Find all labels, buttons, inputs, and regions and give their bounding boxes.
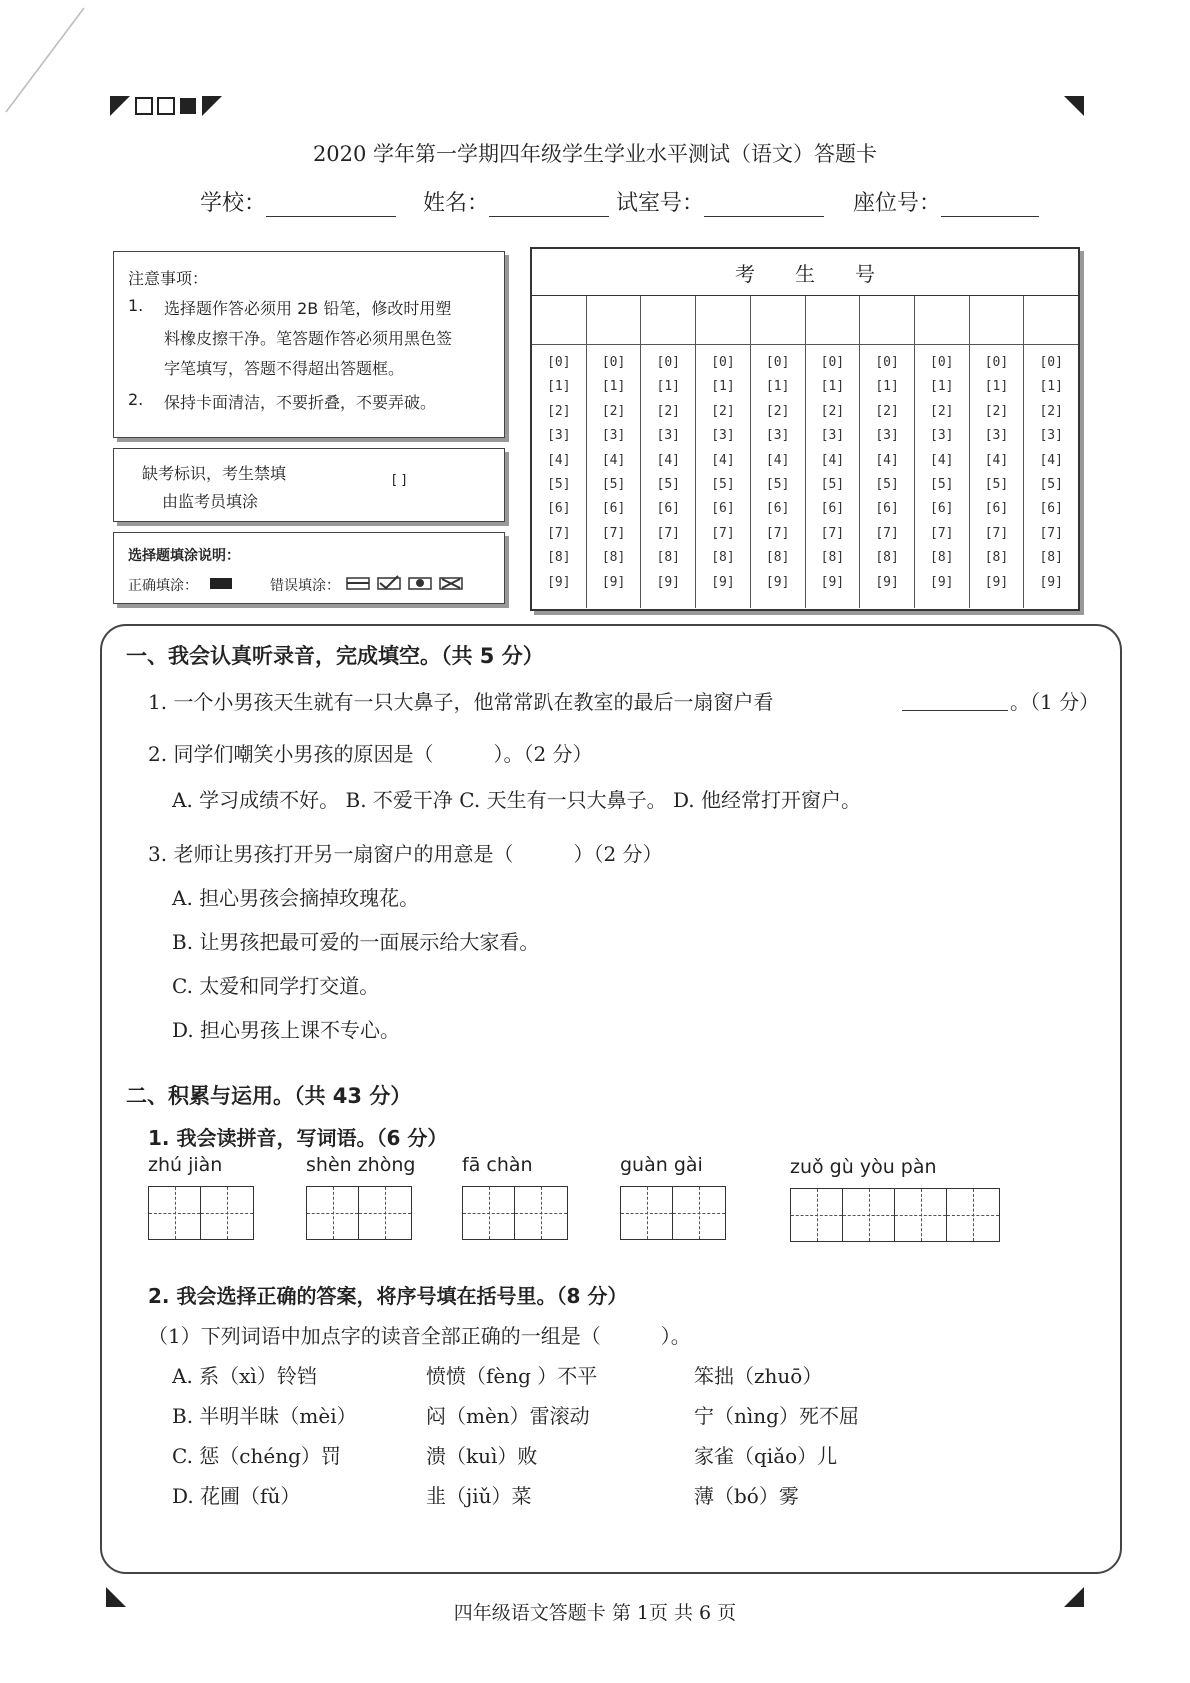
digit-bubble[interactable]: [1] — [711, 379, 735, 395]
exam-number-column — [1024, 296, 1078, 608]
digit-bubble[interactable]: [9] — [711, 574, 735, 590]
exam-number-write-cell[interactable] — [860, 296, 914, 345]
exam-number-header: 考 生 号 — [532, 249, 1078, 296]
digit-bubble[interactable]: [3] — [1039, 428, 1063, 444]
digit-bubble[interactable]: [1] — [875, 379, 899, 395]
exam-number-write-cell[interactable] — [641, 296, 695, 345]
school-field[interactable] — [266, 194, 396, 217]
exam-number-write-cell[interactable] — [970, 296, 1024, 345]
fill-desc-heading: 选择题填涂说明： — [128, 548, 240, 564]
digit-bubble[interactable]: [0] — [875, 355, 899, 370]
choice-b-col2: 闷（mèn）雷滚动 — [426, 1404, 590, 1428]
exam-number-grid — [530, 247, 1080, 611]
digit-bubble[interactable]: [2] — [930, 403, 954, 419]
digit-bubble[interactable]: [8] — [984, 550, 1009, 566]
notice-box — [113, 251, 505, 438]
digit-bubble[interactable]: [7] — [984, 525, 1009, 541]
choice-b-col1: B. 半明半昧（mèi） — [172, 1404, 357, 1428]
digit-bubble[interactable]: [4] — [711, 452, 735, 468]
digit-bubble[interactable]: [6] — [1039, 501, 1063, 517]
digit-bubble[interactable]: [0] — [656, 355, 680, 370]
digit-bubble[interactable]: [3] — [656, 428, 680, 444]
absent-box — [113, 448, 505, 522]
digit-bubble[interactable]: [9] — [1039, 574, 1063, 590]
digit-bubble[interactable]: [4] — [875, 452, 899, 468]
digit-bubble[interactable]: [3] — [930, 428, 954, 444]
absent-line2: 由监考员填涂 — [162, 492, 259, 511]
writing-grid-2[interactable] — [306, 1186, 412, 1240]
section2-heading: 二、积累与运用。（共 43 分） — [126, 1084, 412, 1108]
pinyin-1: zhú jiàn — [148, 1154, 223, 1176]
digit-bubble[interactable]: [3] — [984, 428, 1009, 444]
digit-bubble[interactable]: [6] — [765, 501, 790, 517]
room-field[interactable] — [704, 194, 824, 217]
notice-item2-text: 保持卡面清洁，不要折叠，不要弄破。 — [164, 393, 437, 412]
page-footer: 四年级语文答题卡 第 1页 共 6 页 — [453, 1602, 737, 1624]
digit-bubble[interactable]: [1] — [984, 379, 1009, 395]
digit-bubble[interactable]: [7] — [1039, 525, 1063, 541]
absent-line1: 缺考标识，考生禁填 — [142, 464, 287, 483]
pinyin-4: guàn gài — [620, 1154, 703, 1176]
s1-q3: 3. 老师让男孩打开另一扇窗户的用意是（ ）（2 分） — [148, 842, 663, 866]
page-title: 2020 学年第一学期四年级学生学业水平测试（语文）答题卡 — [312, 142, 878, 166]
choice-c-col3: 家雀（qiǎo）儿 — [694, 1444, 838, 1468]
pinyin-5: zuǒ gù yòu pàn — [790, 1156, 937, 1178]
digit-bubble[interactable]: [7] — [765, 525, 790, 541]
exam-number-columns — [532, 296, 1078, 608]
exam-number-column — [587, 296, 642, 608]
writing-grid-4[interactable] — [620, 1186, 726, 1240]
pinyin-2: shèn zhòng — [306, 1154, 416, 1176]
choice-b-col3: 宁（nìng）死不屈 — [694, 1404, 859, 1428]
digit-bubble[interactable]: [0] — [711, 355, 735, 370]
s1-q1-tail: 。（1 分） — [1010, 690, 1100, 714]
choice-d-col1: D. 花圃（fǔ） — [172, 1484, 301, 1508]
digit-bubble[interactable]: [6] — [656, 501, 680, 517]
exam-number-column — [751, 296, 806, 608]
digit-bubble[interactable]: [2] — [820, 403, 845, 419]
digit-bubble[interactable]: [6] — [984, 501, 1009, 517]
exam-number-column — [860, 296, 915, 608]
choice-a-col2: 愤愤（fèng ）不平 — [426, 1364, 598, 1388]
digit-bubble[interactable]: [2] — [1039, 403, 1063, 419]
absent-bubble[interactable]: [ ] — [392, 473, 407, 488]
digit-bubble[interactable]: [2] — [601, 403, 626, 419]
s1-q3-option-d: D. 担心男孩上课不专心。 — [172, 1018, 401, 1042]
digit-bubble[interactable]: [9] — [820, 574, 845, 590]
digit-bubble[interactable]: [6] — [930, 501, 954, 517]
s2-sub1: 1. 我会读拼音，写词语。（6 分） — [148, 1126, 448, 1150]
notice-item1-num: 1. — [128, 296, 144, 315]
digit-bubble[interactable]: [5] — [875, 476, 899, 492]
scan-crease-line — [0, 0, 90, 120]
digit-bubble[interactable]: [7] — [820, 525, 845, 541]
s1-q3-option-c: C. 太爱和同学打交道。 — [172, 974, 380, 998]
s1-q1-blank[interactable] — [902, 688, 1008, 711]
wrong-fill-label: 错误填涂： — [270, 578, 340, 594]
notice-item1-line1: 选择题作答必须用 2B 铅笔，修改时用塑 — [164, 299, 452, 318]
digit-bubble[interactable]: [8] — [820, 550, 845, 566]
digit-bubble[interactable]: [5] — [711, 476, 735, 492]
exam-number-write-cell[interactable] — [1024, 296, 1078, 345]
exam-number-write-cell[interactable] — [915, 296, 969, 345]
digit-bubble[interactable]: [5] — [765, 476, 790, 492]
digit-bubble[interactable]: [4] — [820, 452, 845, 468]
digit-bubble[interactable]: [6] — [711, 501, 735, 517]
digit-bubble[interactable]: [2] — [711, 403, 735, 419]
digit-bubble[interactable]: [0] — [820, 355, 845, 370]
digit-bubble[interactable]: [0] — [930, 355, 954, 370]
digit-bubble[interactable]: [9] — [601, 574, 626, 590]
digit-bubble[interactable]: [1] — [1039, 379, 1063, 395]
digit-bubble[interactable]: [7] — [875, 525, 899, 541]
s1-q2: 2. 同学们嘲笑小男孩的原因是（ ）。（2 分） — [148, 742, 593, 766]
s2-sub2-q1: （1）下列词语中加点字的读音全部正确的一组是（ ）。 — [148, 1324, 691, 1348]
student-info-row — [200, 186, 1039, 217]
digit-bubble[interactable]: [2] — [875, 403, 899, 419]
digit-bubble[interactable]: [1] — [656, 379, 680, 395]
digit-bubble[interactable]: [4] — [984, 452, 1009, 468]
digit-bubble[interactable]: [8] — [711, 550, 735, 566]
digit-bubble[interactable]: [8] — [601, 550, 626, 566]
exam-number-column — [806, 296, 861, 608]
correct-fill-label: 正确填涂： — [128, 578, 198, 594]
digit-bubble[interactable]: [4] — [601, 452, 626, 468]
digit-bubble[interactable]: [4] — [547, 452, 571, 468]
digit-bubble[interactable]: [6] — [547, 501, 571, 517]
digit-bubble[interactable]: [1] — [820, 379, 845, 395]
choice-a-col3: 笨拙（zhuō） — [694, 1364, 823, 1388]
digit-bubble[interactable]: [8] — [547, 550, 571, 566]
digit-bubble[interactable]: [9] — [765, 574, 790, 590]
digit-bubble[interactable]: [2] — [656, 403, 680, 419]
digit-bubble[interactable]: [4] — [1039, 452, 1063, 468]
digit-bubble[interactable]: [6] — [601, 501, 626, 517]
name-field[interactable] — [489, 194, 609, 217]
exam-number-column — [696, 296, 751, 608]
digit-bubble[interactable]: [8] — [930, 550, 954, 566]
digit-bubble[interactable]: [0] — [547, 355, 571, 370]
digit-bubble[interactable]: [3] — [820, 428, 845, 444]
digit-bubble[interactable]: [4] — [656, 452, 680, 468]
digit-bubble[interactable]: [9] — [984, 574, 1009, 590]
wrong-fill-samples — [346, 575, 476, 593]
digit-bubble[interactable]: [7] — [930, 525, 954, 541]
digit-bubble[interactable]: [6] — [820, 501, 845, 517]
digit-bubble[interactable]: [3] — [875, 428, 899, 444]
name-label: 姓名： — [423, 191, 490, 216]
digit-bubble[interactable]: [3] — [711, 428, 735, 444]
digit-bubble[interactable]: [8] — [1039, 550, 1063, 566]
exam-number-write-cell[interactable] — [696, 296, 750, 345]
digit-bubble[interactable]: [3] — [547, 428, 571, 444]
digit-bubble[interactable]: [4] — [930, 452, 954, 468]
correct-fill-sample — [210, 578, 232, 589]
digit-bubble[interactable]: [2] — [765, 403, 790, 419]
choice-c-col2: 溃（kuì）败 — [426, 1444, 538, 1468]
digit-bubble[interactable]: [5] — [1039, 476, 1063, 492]
writing-grid-3[interactable] — [462, 1186, 568, 1240]
registration-marks-top-left — [110, 92, 230, 120]
registration-mark-top-right — [1060, 92, 1088, 120]
notice-item2-num: 2. — [128, 390, 144, 409]
digit-bubble[interactable]: [8] — [656, 550, 680, 566]
pinyin-3: fā chàn — [462, 1154, 533, 1176]
digit-bubble[interactable]: [0] — [984, 355, 1009, 370]
seat-field[interactable] — [941, 194, 1039, 217]
digit-bubble[interactable]: [7] — [547, 525, 571, 541]
digit-bubble[interactable]: [4] — [765, 452, 790, 468]
writing-grid-5[interactable] — [790, 1188, 1000, 1242]
digit-bubble[interactable]: [0] — [1039, 355, 1063, 370]
choice-d-col2: 韭（jiǔ）菜 — [426, 1484, 532, 1508]
digit-bubble[interactable]: [2] — [984, 403, 1009, 419]
digit-bubble[interactable]: [1] — [930, 379, 954, 395]
exam-number-column — [641, 296, 696, 608]
seat-label: 座位号： — [853, 191, 942, 216]
writing-grid-1[interactable] — [148, 1186, 254, 1240]
exam-number-column — [532, 296, 587, 608]
digit-bubble[interactable]: [6] — [875, 501, 899, 517]
exam-number-column — [970, 296, 1025, 608]
digit-bubble[interactable]: [9] — [875, 574, 899, 590]
s1-q1: 1. 一个小男孩天生就有一只大鼻子，他常常趴在教室的最后一扇窗户看 — [148, 690, 774, 714]
digit-bubble[interactable]: [7] — [601, 525, 626, 541]
s1-q3-option-a: A. 担心男孩会摘掉玫瑰花。 — [172, 886, 420, 910]
digit-bubble[interactable]: [8] — [765, 550, 790, 566]
exam-number-write-cell[interactable] — [587, 296, 641, 345]
digit-bubble[interactable]: [7] — [656, 525, 680, 541]
fill-description-box — [113, 532, 505, 604]
digit-bubble[interactable]: [5] — [601, 476, 626, 492]
digit-bubble[interactable]: [1] — [601, 379, 626, 395]
digit-bubble[interactable]: [3] — [601, 428, 626, 444]
digit-bubble[interactable]: [5] — [820, 476, 845, 492]
exam-number-write-cell[interactable] — [532, 296, 586, 345]
exam-number-write-cell[interactable] — [751, 296, 805, 345]
digit-bubble[interactable]: [8] — [875, 550, 899, 566]
digit-bubble[interactable]: [7] — [711, 525, 735, 541]
digit-bubble[interactable]: [9] — [656, 574, 680, 590]
s2-sub2: 2. 我会选择正确的答案，将序号填在括号里。（8 分） — [148, 1284, 628, 1308]
choice-a-col1: A. 系（xì）铃铛 — [172, 1364, 317, 1388]
choice-d-col3: 薄（bó）雾 — [694, 1484, 799, 1508]
s1-q2-options: A. 学习成绩不好。 B. 不爱干净 C. 天生有一只大鼻子。 D. 他经常打开窗户。 — [172, 788, 861, 812]
digit-bubble[interactable]: [1] — [547, 379, 571, 395]
notice-item1-line2: 料橡皮擦干净。笔答题作答必须用黑色签 — [164, 329, 453, 348]
exam-number-write-cell[interactable] — [806, 296, 860, 345]
digit-bubble[interactable]: [2] — [547, 403, 571, 419]
digit-bubble[interactable]: [0] — [601, 355, 626, 370]
digit-bubble[interactable]: [3] — [765, 428, 790, 444]
digit-bubble[interactable]: [9] — [547, 574, 571, 590]
digit-bubble[interactable]: [5] — [656, 476, 680, 492]
exam-number-column — [915, 296, 970, 608]
s1-q3-option-b: B. 让男孩把最可爱的一面展示给大家看。 — [172, 930, 540, 954]
section1-heading: 一、我会认真听录音，完成填空。（共 5 分） — [126, 644, 544, 668]
school-label: 学校： — [200, 191, 267, 216]
digit-bubble[interactable]: [5] — [984, 476, 1009, 492]
notice-heading: 注意事项： — [128, 269, 209, 288]
digit-bubble[interactable]: [5] — [547, 476, 571, 492]
choice-c-col1: C. 惩（chéng）罚 — [172, 1444, 341, 1468]
notice-item1-line3: 字笔填写，答题不得超出答题框。 — [164, 359, 405, 378]
digit-bubble[interactable]: [1] — [765, 379, 790, 395]
room-label: 试室号： — [616, 191, 705, 216]
digit-bubble[interactable]: [0] — [765, 355, 790, 370]
digit-bubble[interactable]: [9] — [930, 574, 954, 590]
digit-bubble[interactable]: [5] — [930, 476, 954, 492]
